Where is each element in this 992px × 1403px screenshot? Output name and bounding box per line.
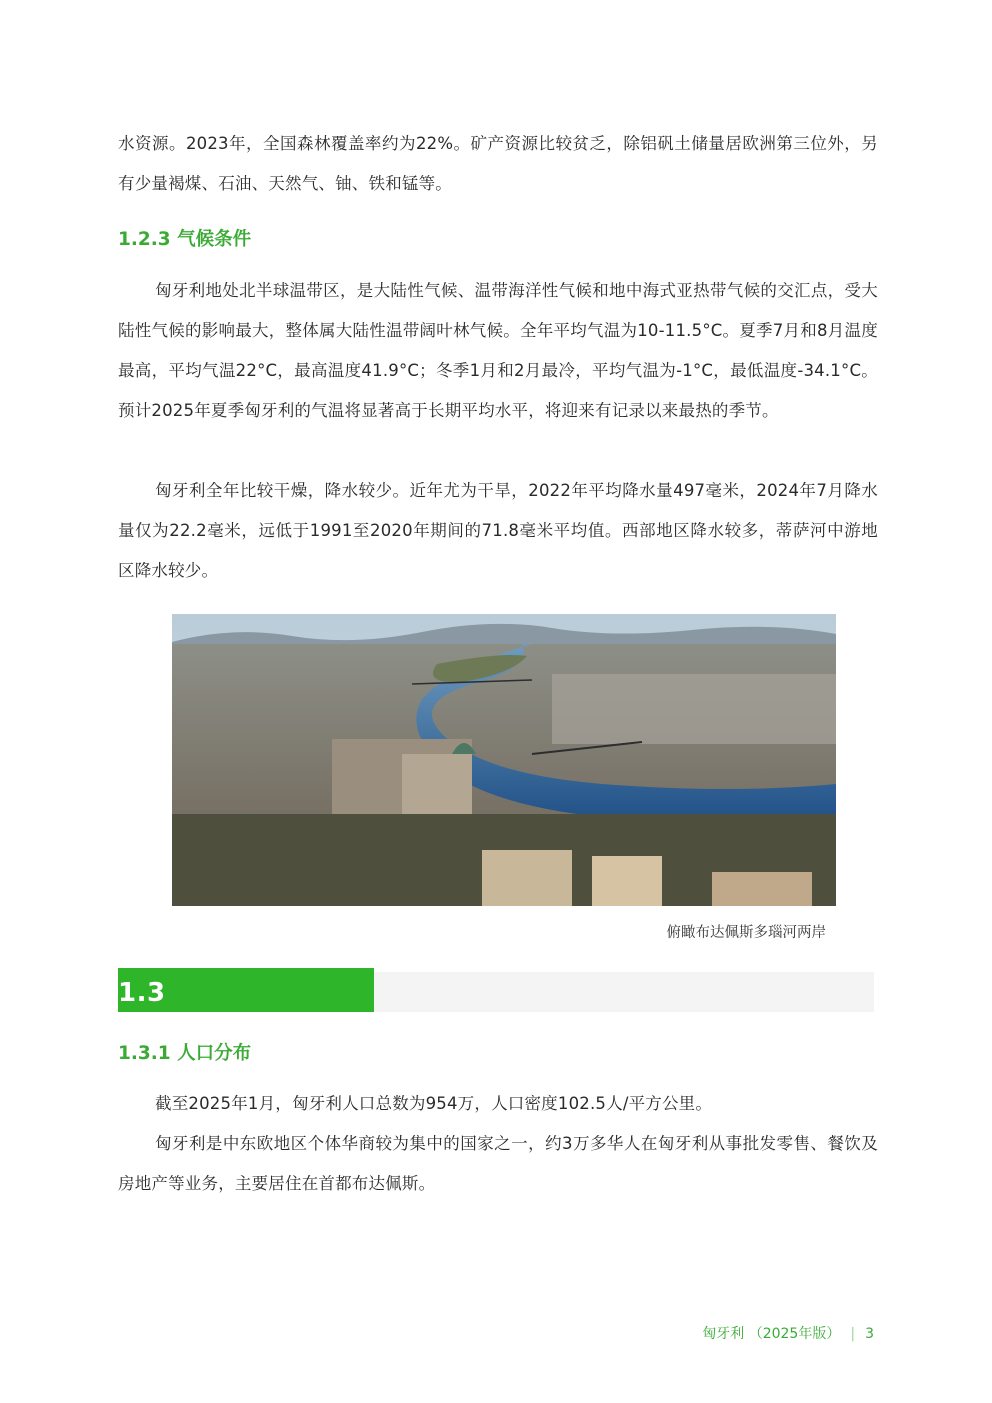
heading-population: 1.3.1 人口分布 <box>118 1043 252 1064</box>
heading-climate: 1.2.3 气候条件 <box>118 229 252 250</box>
paragraph-precipitation: 匈牙利全年比较干燥，降水较少。近年尤为干旱，2022年平均降水量497毫米，2024年7月降水量仅为22.2毫米，远低于1991至2020年期间的71.8毫米平均值。西部地区降水较多，蒂萨河中游地区降水较少。 <box>118 481 878 580</box>
footer-title: 匈牙利 （2025年版） <box>702 1326 841 1342</box>
paragraph-population: 截至2025年1月，匈牙利人口总数为954万，人口密度102.5人/平方公里。 <box>155 1094 713 1113</box>
figure-caption: 俯瞰布达佩斯多瑙河两岸 <box>666 925 826 941</box>
page-number: 3 <box>865 1326 874 1342</box>
budapest-danube-photo <box>172 614 836 906</box>
section-number: 1.3 <box>118 978 166 1008</box>
footer-separator: | <box>850 1326 856 1342</box>
paragraph-climate: 匈牙利地处北半球温带区，是大陆性气候、温带海洋性气候和地中海式亚热带气候的交汇点，受大陆性气候的影响最大，整体属大陆性温带阔叶林气候。全年平均气温为10-11.5°C。夏季7月和8月温度最高，平均气温22°C，最高温度41.9°C；冬季1月和2月最冷，平均气温为-1°C，最低温度-34.1°C。预计2025年夏季匈牙利的气温将显著高于长期平均水平，将迎来有记录以来最热的季节。 <box>118 281 878 420</box>
page-footer <box>702 1323 874 1343</box>
paragraph-resources: 水资源。2023年，全国森林覆盖率约为22%。矿产资源比较贫乏，除铝矾土储量居欧洲第三位外，另有少量褐煤、石油、天然气、铀、铁和锰等。 <box>118 134 878 193</box>
paragraph-chinese-community: 匈牙利是中东欧地区个体华商较为集中的国家之一，约3万多华人在匈牙利从事批发零售、餐饮及房地产等业务，主要居住在首都布达佩斯。 <box>118 1134 878 1193</box>
